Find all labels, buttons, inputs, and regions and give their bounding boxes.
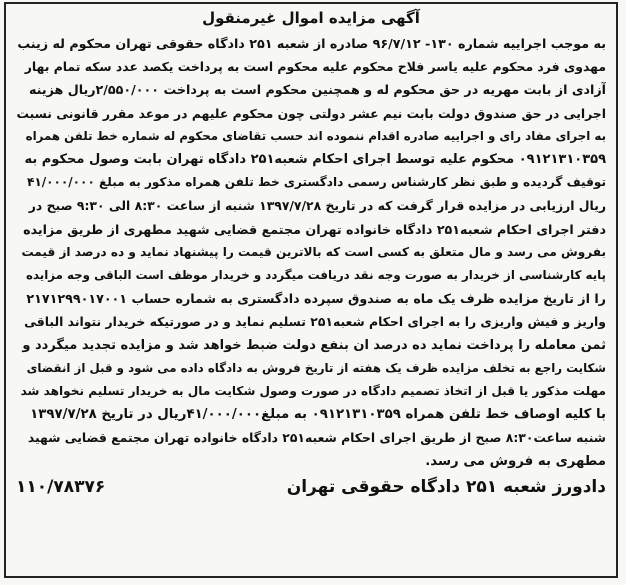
notice-body <box>16 32 606 473</box>
notice-line: مهلت مذکور یا قبل از اتخاذ تصمیم دادگاه در صورت وصول شکایت مال به خریدار تسلیم نخواهد شد <box>20 384 606 399</box>
notice-footer <box>16 477 606 497</box>
notice-line: واریز و فیش واریزی را به اجرای احکام شعبه۲۵۱ تسلیم نماید و در صورتیکه خریدار نتواند الباقی <box>24 314 606 330</box>
notice-line: به موجب اجراییه شماره ۱۳۰- ۹۶/۷/۱۲ صادره از شعبه ۲۵۱ دادگاه حقوقی تهران محکوم له زینب <box>17 36 606 51</box>
notice-line: ۰۹۱۲۱۳۱۰۳۵۹ محکوم علیه توسط اجرای احکام شعبه۲۵۱ دادگاه تهران بابت وصول محکوم به <box>24 152 606 168</box>
notice-line: ریال ارزیابی در مزایده قرار گرفت که در تاریخ ۱۳۹۷/۷/۲۸ شنبه از ساعت ۸:۳۰ الی ۹:۳۰ صبح در <box>28 198 606 214</box>
notice-line: ثمن معامله را پرداخت نماید ده درصد ان بنفع دولت ضبط خواهد شد و مزایده تجدید میگردد و <box>22 337 606 353</box>
notice-line: شکایت راجع به تخلف مزایده ظرف یک هفته از تاریخ فروش به دادگاه داده می شود و قبل از انقضای <box>26 360 606 375</box>
notice-line: اجرایی در حق صندوق دولت بابت نیم عشر دولتی چون محکوم علیهم در موعد مقرر قانونی نسبت <box>16 105 606 121</box>
notice-line: مهدوی فرد محکوم علیه یاسر فلاح محکوم علیه محکوم است به پرداخت یکصد عدد سکه تمام بهار <box>24 59 606 75</box>
notice-line: به اجرای مفاد رای و اجراییه صادره اقدام ننموده اند حسب تقاضای محکوم له شماره خط تلفن همراه <box>25 128 606 143</box>
notice-line: شنبه ساعت۸:۳۰ صبح از طریق اجرای احکام شعبه۲۵۱ دادگاه خانواده تهران مجتمع قضایی شهید <box>27 430 606 446</box>
signature: دادورز شعبه ۲۵۱ دادگاه حقوقی تهران <box>286 476 606 497</box>
notice-line: مطهری به فروش می رسد. <box>425 453 606 469</box>
notice-title: آگهی مزایده اموال غیرمنقول <box>202 9 420 27</box>
notice-line: توقیف گردیده و طبق نظر کارشناس رسمی دادگستری خط تلفن همراه مذکور به مبلغ ۴۱/۰۰۰/۰۰۰ <box>26 175 606 190</box>
reference-number: ۱۱۰/۷۸۳۷۶ <box>16 476 106 497</box>
auction-notice <box>4 2 618 578</box>
notice-line: بفروش می رسد و مال متعلق به کسی است که بالاترین قیمت را پیشنهاد نماید و ده درصد از قیمت <box>21 244 606 259</box>
notice-line: دفتر اجرای احکام شعبه۲۵۱ دادگاه خانواده تهران مجتمع قضایی شهید مطهری از طریق مزایده <box>23 221 606 237</box>
notice-line: را از تاریخ مزایده ظرف یک ماه به صندوق سپرده دادگستری به شماره حساب ۲۱۷۱۲۹۹۰۱۷۰۰۱ <box>26 291 606 307</box>
notice-line: آزادی از بابت مهریه در حق محکوم له و همچنین محکوم است به پرداخت ۲/۵۵۰/۰۰۰ریال هزینه <box>28 82 606 98</box>
notice-line: پایه کارشناسی از خریدار به صورت وجه نقد دریافت میگردد و خریدار موظف است الباقی وجه مزایده <box>26 268 606 283</box>
notice-line: با کلیه اوصاف خط تلفن همراه ۰۹۱۲۱۳۱۰۳۵۹ به مبلغ۴۱/۰۰۰/۰۰۰ریال در تاریخ ۱۳۹۷/۷/۲۸ <box>30 407 606 423</box>
